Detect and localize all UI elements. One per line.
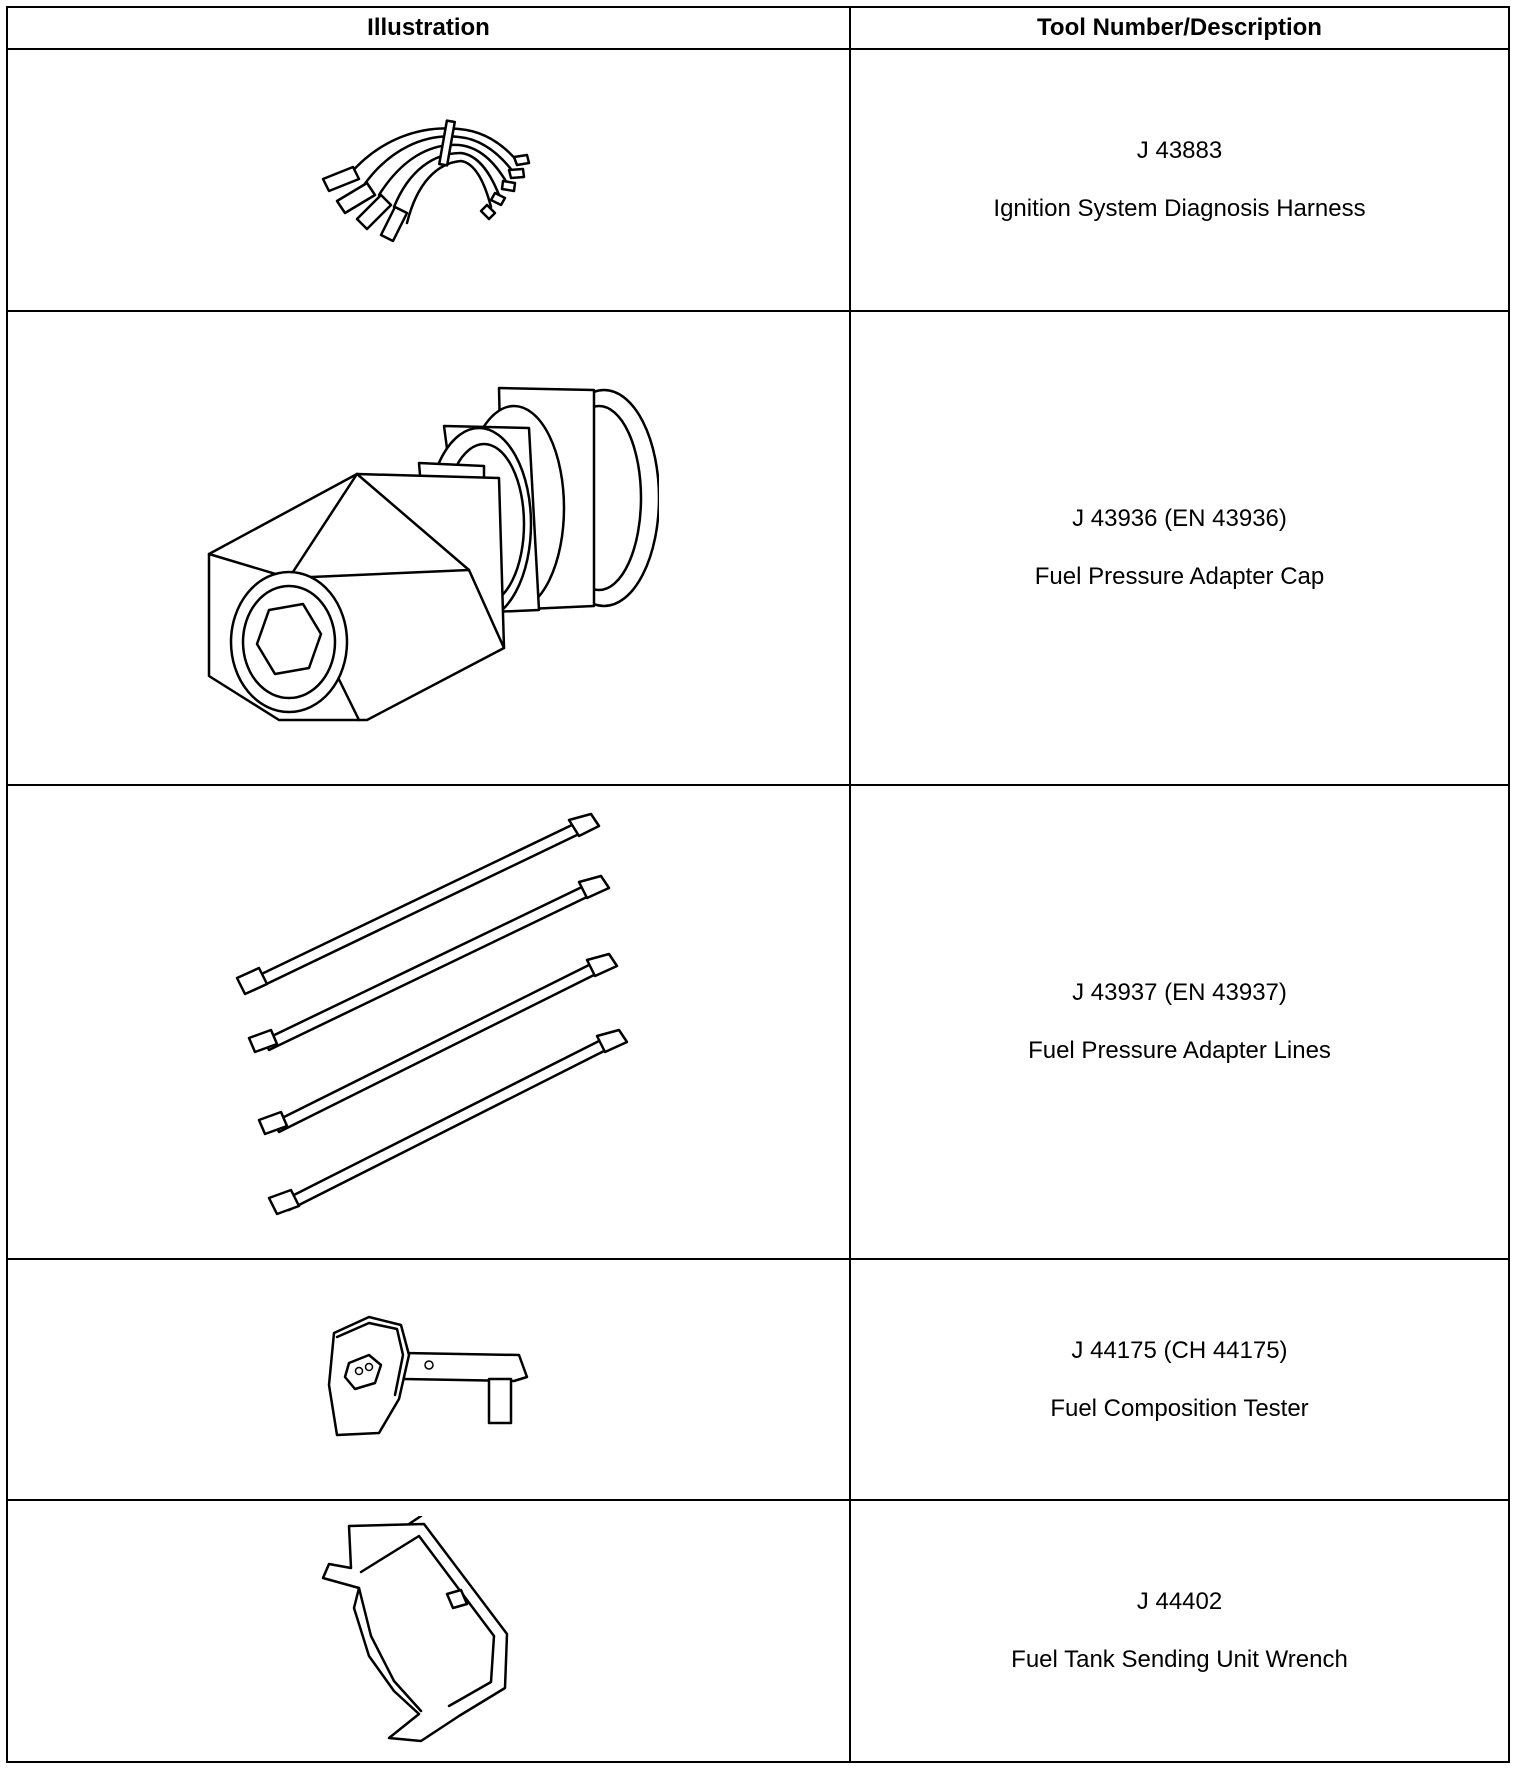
tool-description: Fuel Pressure Adapter Cap xyxy=(1034,563,1325,590)
table-row xyxy=(7,1259,1509,1500)
adapter-lines-icon xyxy=(229,812,629,1232)
illustration-cell xyxy=(7,785,850,1259)
tool-cell xyxy=(850,785,1509,1259)
illustration-cell xyxy=(7,1259,850,1500)
tool-cell xyxy=(850,49,1509,311)
tool-cell xyxy=(850,1259,1509,1500)
table-row xyxy=(7,785,1509,1259)
table-row xyxy=(7,1500,1509,1762)
illustration-cell xyxy=(7,49,850,311)
header-row xyxy=(7,7,1509,49)
tool-cell xyxy=(850,1500,1509,1762)
wire-harness-icon xyxy=(309,115,549,245)
tool-description: Ignition System Diagnosis Harness xyxy=(993,195,1366,222)
tool-description: Fuel Pressure Adapter Lines xyxy=(1028,1037,1331,1064)
illustration-cell xyxy=(7,311,850,785)
tool-description: Fuel Tank Sending Unit Wrench xyxy=(1011,1646,1348,1673)
header-tool-description: Tool Number/Description xyxy=(850,7,1509,49)
table-row xyxy=(7,311,1509,785)
adapter-cap-icon xyxy=(199,348,659,748)
header-illustration: Illustration xyxy=(7,7,850,49)
tool-description: Fuel Composition Tester xyxy=(1050,1394,1309,1422)
table-row xyxy=(7,49,1509,311)
tool-number: J 43937 (EN 43937) xyxy=(1072,979,1287,1006)
tool-number: J 44175 (CH 44175) xyxy=(1071,1336,1288,1364)
tool-number: J 43883 xyxy=(1136,137,1223,164)
tool-number: J 44402 xyxy=(1136,1588,1223,1615)
tool-cell xyxy=(850,311,1509,785)
tools-table xyxy=(6,6,1510,1763)
composition-tester-icon xyxy=(309,1315,549,1445)
sending-unit-wrench-icon xyxy=(309,1516,549,1746)
tool-number: J 43936 (EN 43936) xyxy=(1072,505,1287,532)
illustration-cell xyxy=(7,1500,850,1762)
